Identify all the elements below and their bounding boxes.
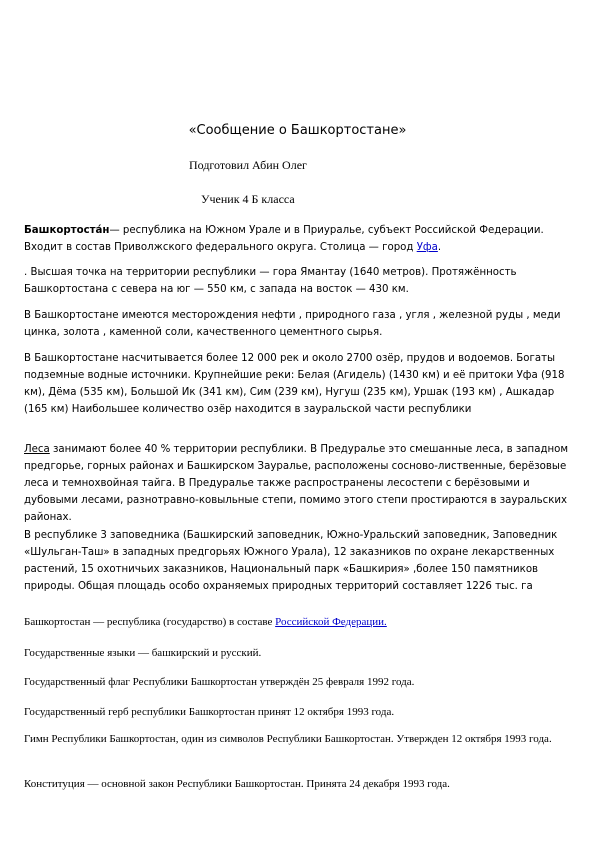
paragraph-forests: [24, 441, 574, 526]
paragraph-geography: . Высшая точка на территории республики — гора Ямантау (1640 метров). Протяжённость Башкортостана с севера на юг — 550 км, с запада на восток — 430 км.: [24, 267, 517, 295]
paragraph-reserves: В республике 3 заповедника (Башкирский заповедник, Южно-Уральский заповедник, Заповедник «Шульган-Таш» в западных предгорьях Южного Урала), 12 заказников по охране лекарственных растений, 15 охотничьих заказников, Национальный парк «Башкирия» ,более 150 памятников природы. Общая площадь особо охраняемых природных территорий составляет 1226 тыс. га: [24, 530, 558, 592]
term-forests: Леса: [24, 444, 50, 455]
paragraph-flag: Государственный флаг Республики Башкортостан утверждён 25 февраля 1992 года.: [24, 676, 415, 688]
forests-text: занимают более 40 % территории республики. В Предуралье это смешанные леса, в западном предгорье, горных районах и Башкирском Зауралье, расположены сосново-лиственные, берёзовые леса и темнохвойная тайга. В Предуралье также распространены лесостепи с берёзовыми и дубовыми лесами, разнотравно-ковыльные степи, помимо этого степи простираются в зауральских районах.: [24, 444, 569, 523]
paragraph-rivers: В Башкортостане насчитывается более 12 000 рек и около 2700 озёр, прудов и водоемов. Богаты подземные водные источники. Крупнейшие реки: Белая (Агидель) (1430 км) и её притоки Уфа (918 км), Дёма (535 км), Большой Ик (341 км), Сим (239 км), Нугуш (235 км), Уршак (193 км) , Ашкадар (165 км) Наибольшее количество озёр находится в зауральской части республики: [24, 353, 565, 415]
document-title: «Сообщение о Башкортостане»: [188, 123, 407, 138]
term-bashkortostan: Башкортоста́н: [24, 225, 110, 236]
author-line: Подготовил Абин Олег: [189, 158, 307, 172]
paragraph-languages: Государственные языки — башкирский и русский.: [24, 647, 262, 659]
paragraph-intro: [24, 222, 574, 256]
status-text: Башкортостан — республика (государство) в составе: [24, 616, 276, 628]
link-ufa[interactable]: Уфа: [416, 242, 438, 253]
link-russian-federation[interactable]: Российской Федерации.: [275, 616, 387, 628]
paragraph-anthem: Гимн Республики Башкортостан, один из символов Республики Башкортостан. Утвержден 12 октября 1993 года.: [24, 733, 552, 745]
paragraph-constitution: Конституция — основной закон Республики Башкортостан. Принята 24 декабря 1993 года.: [24, 778, 450, 790]
paragraph-status: [24, 614, 574, 631]
class-line: Ученик 4 Б класса: [201, 192, 295, 206]
intro-text: — республика на Южном Урале и в Приуралье, субъект Российской Федерации. Входит в состав Приволжского федерального округа. Столица — город: [24, 225, 544, 253]
paragraph-resources: В Башкортостане имеются месторождения нефти , природного газа , угля , железной руды , меди цинка, золота , каменной соли, качественного цементного сырья.: [24, 310, 561, 338]
paragraph-emblem: Государственный герб республики Башкортостан принят 12 октября 1993 года.: [24, 706, 395, 718]
intro-end: .: [437, 242, 442, 253]
